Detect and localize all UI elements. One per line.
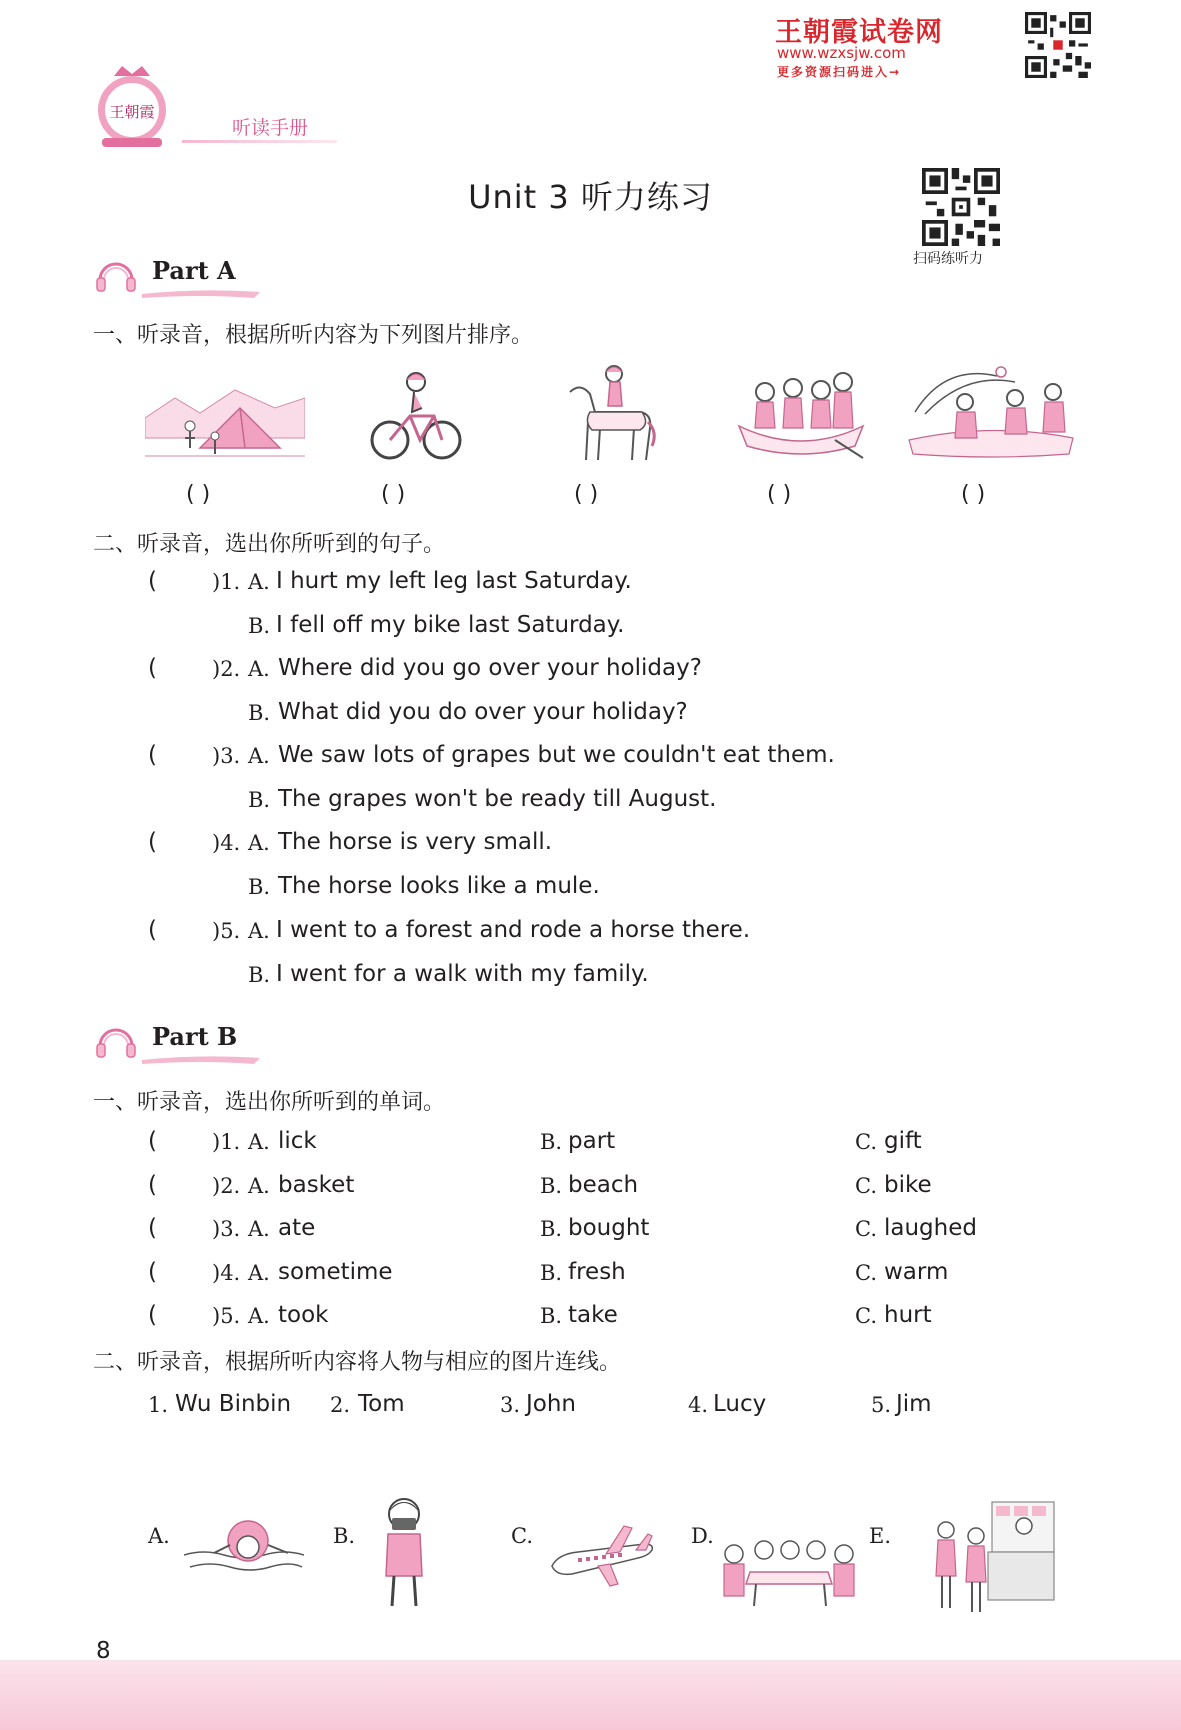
option-b-text: What did you do over your holiday? [278, 699, 688, 725]
option-c-word: hurt [884, 1302, 932, 1328]
option-label: B. [248, 614, 271, 638]
handbook-label: 听读手册 [232, 117, 309, 139]
footer-band [0, 1660, 1181, 1730]
person-name[interactable]: Jim [896, 1391, 932, 1417]
part-a-label: Part A [152, 256, 236, 285]
person-number: 2. [330, 1393, 351, 1417]
svg-text:王朝霞: 王朝霞 [109, 103, 155, 121]
option-label: C. [855, 1174, 877, 1198]
picture-letter: D. [691, 1524, 714, 1548]
option-label: B. [248, 788, 271, 812]
swimming-child-picture[interactable] [184, 1515, 304, 1585]
picture-order-blank-5[interactable]: ( ) [961, 482, 986, 507]
word-answer-blank-1[interactable]: ( [148, 1128, 157, 1154]
part-b-label: Part B [152, 1022, 238, 1051]
option-label: B. [248, 963, 271, 987]
question-number: )1. [212, 570, 241, 594]
option-label: A. [248, 570, 270, 594]
page-title: Unit 3 听力练习 [468, 178, 713, 216]
picture-order-blank-3[interactable]: ( ) [574, 482, 599, 507]
option-label: B. [248, 875, 271, 899]
option-label: B. [540, 1130, 563, 1154]
question-number: )1. [212, 1130, 241, 1154]
person-name[interactable]: Tom [358, 1391, 405, 1417]
boy-riding-bike-picture [368, 368, 464, 464]
option-label: A. [248, 657, 270, 681]
option-a-word: basket [278, 1172, 355, 1198]
option-label: B. [540, 1217, 563, 1241]
option-label: A. [248, 1174, 270, 1198]
person-number: 1. [148, 1393, 169, 1417]
listening-qr-code-icon[interactable] [922, 168, 1000, 246]
picture-letter: E. [869, 1524, 892, 1548]
part-b-section1-title: 一、听录音，选出你所听到的单词。 [93, 1090, 446, 1115]
picture-letter: C. [511, 1524, 533, 1548]
option-b-text: The horse looks like a mule. [278, 873, 600, 899]
family-dinner-picture[interactable] [720, 1536, 858, 1608]
girls-at-shop-picture[interactable] [932, 1500, 1056, 1616]
headphones-icon [94, 252, 138, 296]
answer-blank-1[interactable]: ( [148, 568, 157, 594]
option-a-word: sometime [278, 1259, 393, 1285]
question-number: )5. [212, 919, 241, 943]
picture-order-blank-4[interactable]: ( ) [767, 482, 792, 507]
option-b-word: fresh [568, 1259, 626, 1285]
publisher-logo [92, 62, 172, 152]
question-number: )3. [212, 744, 241, 768]
question-number: )4. [212, 831, 241, 855]
picture-order-blank-1[interactable]: ( ) [186, 482, 211, 507]
camping-tent-picture [145, 378, 305, 460]
option-label: C. [855, 1261, 877, 1285]
headphones-icon [94, 1018, 138, 1062]
brand-qr-code-icon[interactable] [1025, 12, 1091, 78]
option-a-text: The horse is very small. [278, 829, 553, 855]
word-answer-blank-4[interactable]: ( [148, 1259, 157, 1285]
person-number: 5. [871, 1393, 892, 1417]
person-name[interactable]: Lucy [713, 1391, 767, 1417]
word-answer-blank-5[interactable]: ( [148, 1302, 157, 1328]
option-b-text: I fell off my bike last Saturday. [276, 612, 625, 638]
answer-blank-5[interactable]: ( [148, 917, 157, 943]
option-c-word: bike [884, 1172, 932, 1198]
option-a-word: ate [278, 1215, 316, 1241]
picture-letter: B. [333, 1524, 356, 1548]
option-label: A. [248, 1261, 270, 1285]
option-b-word: take [568, 1302, 618, 1328]
answer-blank-2[interactable]: ( [148, 655, 157, 681]
airplane-picture[interactable] [548, 1514, 656, 1592]
option-label: A. [248, 744, 270, 768]
option-label: B. [540, 1261, 563, 1285]
header-rule [182, 140, 337, 143]
option-b-text: I went for a walk with my family. [276, 961, 649, 987]
part-a-section2-title: 二、听录音，选出你所听到的句子。 [93, 532, 446, 557]
brand-url[interactable]: www.wzxsjw.com [777, 44, 906, 62]
answer-blank-3[interactable]: ( [148, 742, 157, 768]
person-name[interactable]: John [526, 1391, 577, 1417]
option-label: A. [248, 919, 270, 943]
option-label: A. [248, 1217, 270, 1241]
picture-letter: A. [148, 1524, 170, 1548]
person-name[interactable]: Wu Binbin [175, 1391, 292, 1417]
question-number: )2. [212, 657, 241, 681]
page-number: 8 [96, 1638, 111, 1664]
option-label: A. [248, 1130, 270, 1154]
qr-caption: 扫码练听力 [913, 251, 983, 267]
option-a-word: took [278, 1302, 329, 1328]
option-label: A. [248, 831, 270, 855]
word-answer-blank-2[interactable]: ( [148, 1172, 157, 1198]
part-a-swoosh [142, 286, 262, 300]
option-b-word: bought [568, 1215, 650, 1241]
question-number: )3. [212, 1217, 241, 1241]
option-b-word: part [568, 1128, 616, 1154]
children-fishing-picture [905, 362, 1077, 462]
picture-order-blank-2[interactable]: ( ) [381, 482, 406, 507]
question-number: )5. [212, 1304, 241, 1328]
option-c-word: gift [884, 1128, 922, 1154]
family-on-boat-picture [735, 370, 867, 460]
question-number: )4. [212, 1261, 241, 1285]
option-label: A. [248, 1304, 270, 1328]
part-b-header [92, 1016, 272, 1066]
part-a-section1-title: 一、听录音，根据所听内容为下列图片排序。 [93, 323, 534, 348]
option-a-text: I hurt my left leg last Saturday. [276, 568, 632, 594]
option-label: C. [855, 1130, 877, 1154]
option-a-word: lick [278, 1128, 317, 1154]
person-number: 3. [500, 1393, 521, 1417]
option-a-text: I went to a forest and rode a horse there. [276, 917, 751, 943]
question-number: )2. [212, 1174, 241, 1198]
part-a-header [92, 250, 272, 300]
word-answer-blank-3[interactable]: ( [148, 1215, 157, 1241]
girl-riding-horse-picture [560, 362, 660, 464]
boy-with-camera-picture[interactable] [376, 1494, 432, 1612]
brand-banner [775, 10, 1175, 80]
option-a-text: Where did you go over your holiday? [278, 655, 702, 681]
brand-name: 王朝霞试卷网 [775, 17, 943, 48]
option-c-word: laughed [884, 1215, 977, 1241]
option-c-word: warm [884, 1259, 949, 1285]
brand-slogan: 更多资源扫码进入→ [777, 65, 902, 79]
option-b-word: beach [568, 1172, 639, 1198]
person-number: 4. [688, 1393, 709, 1417]
option-label: B. [540, 1174, 563, 1198]
option-label: C. [855, 1217, 877, 1241]
part-b-section2-title: 二、听录音，根据所听内容将人物与相应的图片连线。 [93, 1350, 622, 1375]
part-b-swoosh [142, 1052, 262, 1066]
option-a-text: We saw lots of grapes but we couldn't eat them. [278, 742, 835, 768]
option-label: B. [248, 701, 271, 725]
answer-blank-4[interactable]: ( [148, 829, 157, 855]
option-label: B. [540, 1304, 563, 1328]
option-b-text: The grapes won't be ready till August. [278, 786, 717, 812]
option-label: C. [855, 1304, 877, 1328]
